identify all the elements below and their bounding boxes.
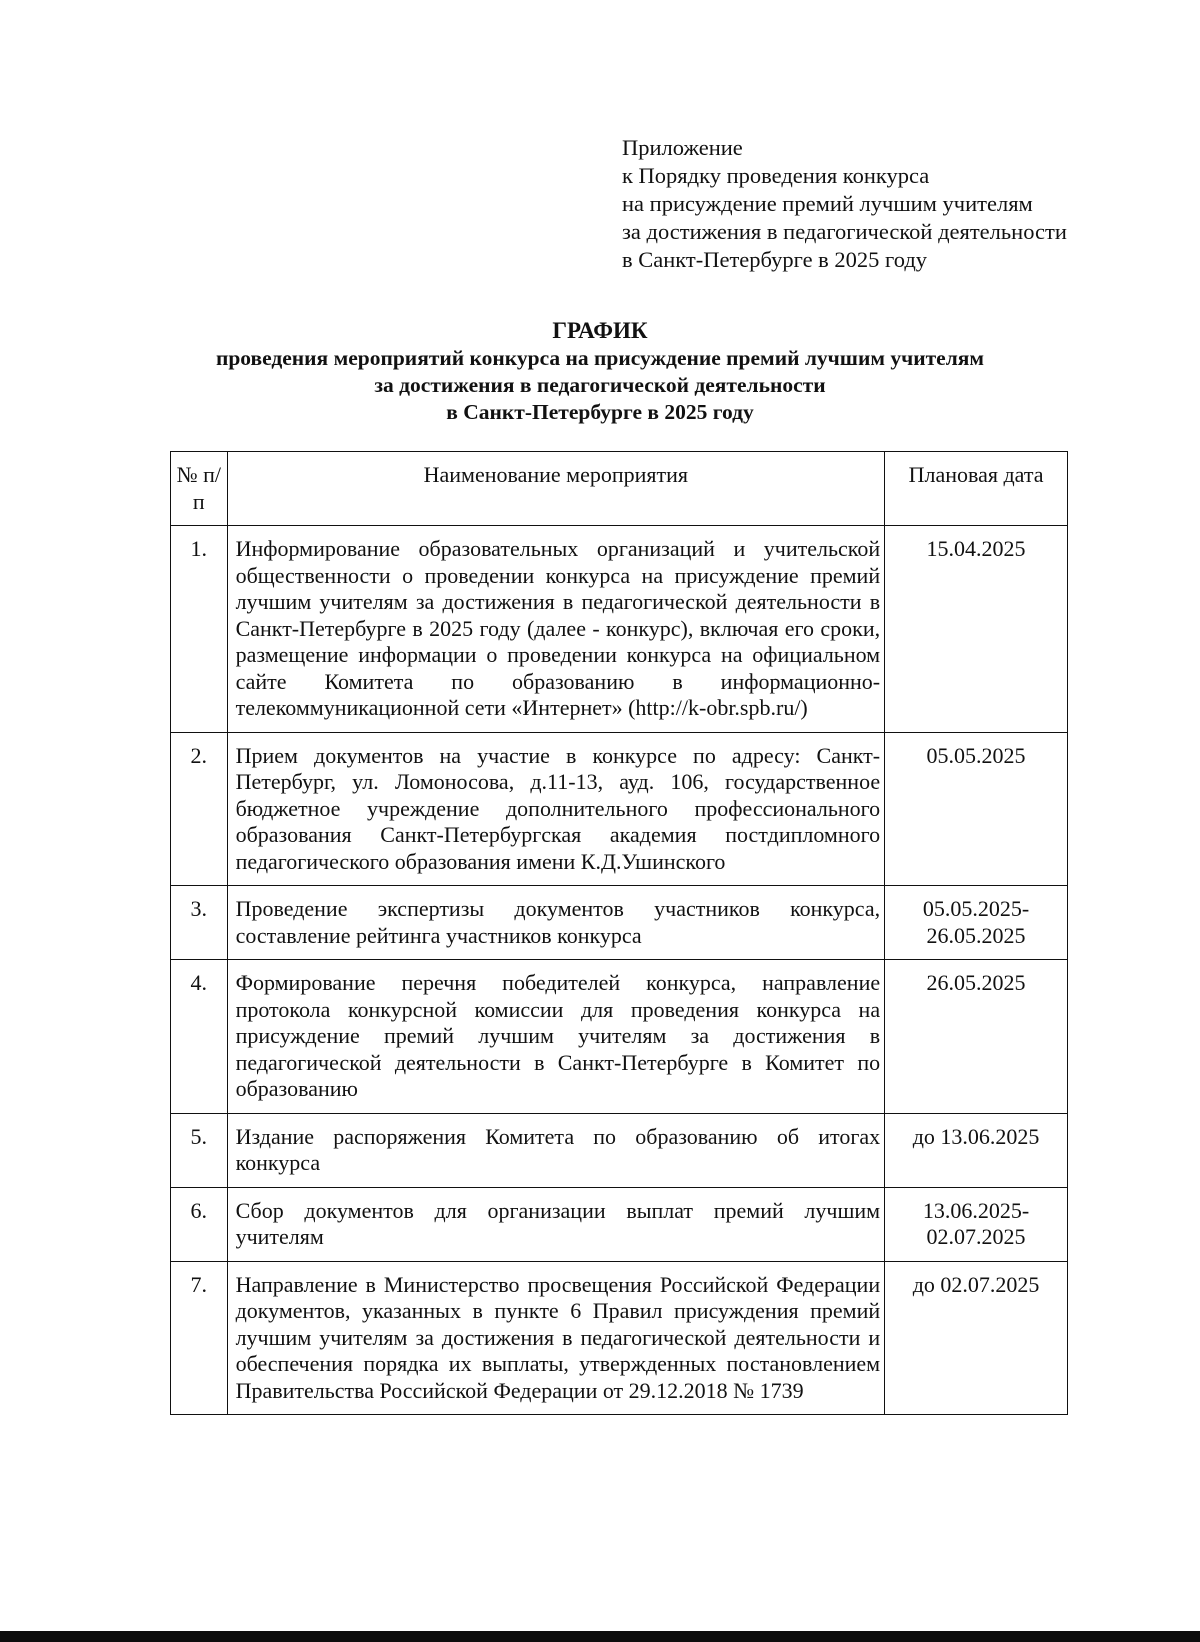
table-row — [171, 1187, 1068, 1261]
appendix-block — [622, 134, 1067, 274]
row-num: 5. — [171, 1113, 228, 1187]
appendix-line: за достижения в педагогической деятельности — [622, 219, 1067, 244]
title-line: в Санкт-Петербурге в 2025 году — [446, 400, 754, 424]
scan-edge-line — [0, 1631, 1200, 1642]
row-num: 6. — [171, 1187, 228, 1261]
appendix-line: в Санкт-Петербурге в 2025 году — [622, 247, 928, 272]
row-date: 15.04.2025 — [885, 526, 1068, 733]
row-event: Издание распоряжения Комитета по образованию об итогах конкурса — [227, 1113, 885, 1187]
row-date: 26.05.2025 — [885, 960, 1068, 1114]
row-event: Проведение экспертизы документов участников конкурса, составление рейтинга участников конкурса — [227, 886, 885, 960]
document-title — [0, 317, 1200, 426]
row-num: 7. — [171, 1261, 228, 1415]
row-date: 05.05.2025-26.05.2025 — [885, 886, 1068, 960]
row-num: 4. — [171, 960, 228, 1114]
title-line: за достижения в педагогической деятельности — [374, 373, 826, 397]
row-event: Прием документов на участие в конкурсе по адресу: Санкт-Петербург, ул. Ломоносова, д.11-13, ауд. 106, государственное бюджетное учреждение дополнительного профессионального образования Санкт-Петербургская академия постдипломного педагогического образования имени К.Д.Ушинского — [227, 732, 885, 886]
table-row — [171, 526, 1068, 733]
row-num: 2. — [171, 732, 228, 886]
row-num: 3. — [171, 886, 228, 960]
table-row — [171, 886, 1068, 960]
row-date: до 13.06.2025 — [885, 1113, 1068, 1187]
title-line: проведения мероприятий конкурса на присуждение премий лучшим учителям — [215, 346, 985, 370]
row-date: 05.05.2025 — [885, 732, 1068, 886]
title-main: ГРАФИК — [552, 318, 648, 343]
row-event: Формирование перечня победителей конкурса, направление протокола конкурсной комиссии для проведения конкурса на присуждение премий лучшим учителям за достижения в педагогической деятельности в Санкт-Петербурге в Комитет по образованию — [227, 960, 885, 1114]
row-num: 1. — [171, 526, 228, 733]
appendix-line: к Порядку проведения конкурса — [622, 163, 930, 188]
table-row — [171, 1261, 1068, 1415]
table-row — [171, 960, 1068, 1114]
table-header-row — [171, 452, 1068, 526]
schedule-table — [170, 451, 1068, 1415]
header-num: № п/п — [171, 452, 228, 526]
appendix-line: на присуждение премий лучшим учителям — [622, 191, 1033, 216]
row-date: 13.06.2025-02.07.2025 — [885, 1187, 1068, 1261]
row-event: Направление в Министерство просвещения Российской Федерации документов, указанных в пункте 6 Правил присуждения премий лучшим учителям за достижения в педагогической деятельности и обеспечения порядка их выплаты, утвержденных постановлением Правительства Российской Федерации от 29.12.2018 № 1739 — [227, 1261, 885, 1415]
header-name: Наименование мероприятия — [227, 452, 885, 526]
row-event: Информирование образовательных организаций и учительской общественности о проведении конкурса на присуждение премий лучшим учителям за достижения в педагогической деятельности в Санкт-Петербурге в 2025 году (далее - конкурс), включая его сроки, размещение информации о проведении конкурса на официальном сайте Комитета по образованию в информационно-телекоммуникационной сети «Интернет» (http://k-obr.spb.ru/) — [227, 526, 885, 733]
table-row — [171, 732, 1068, 886]
row-event: Сбор документов для организации выплат премий лучшим учителям — [227, 1187, 885, 1261]
header-date: Плановая дата — [885, 452, 1068, 526]
appendix-line: Приложение — [622, 135, 743, 160]
row-date: до 02.07.2025 — [885, 1261, 1068, 1415]
table-row — [171, 1113, 1068, 1187]
